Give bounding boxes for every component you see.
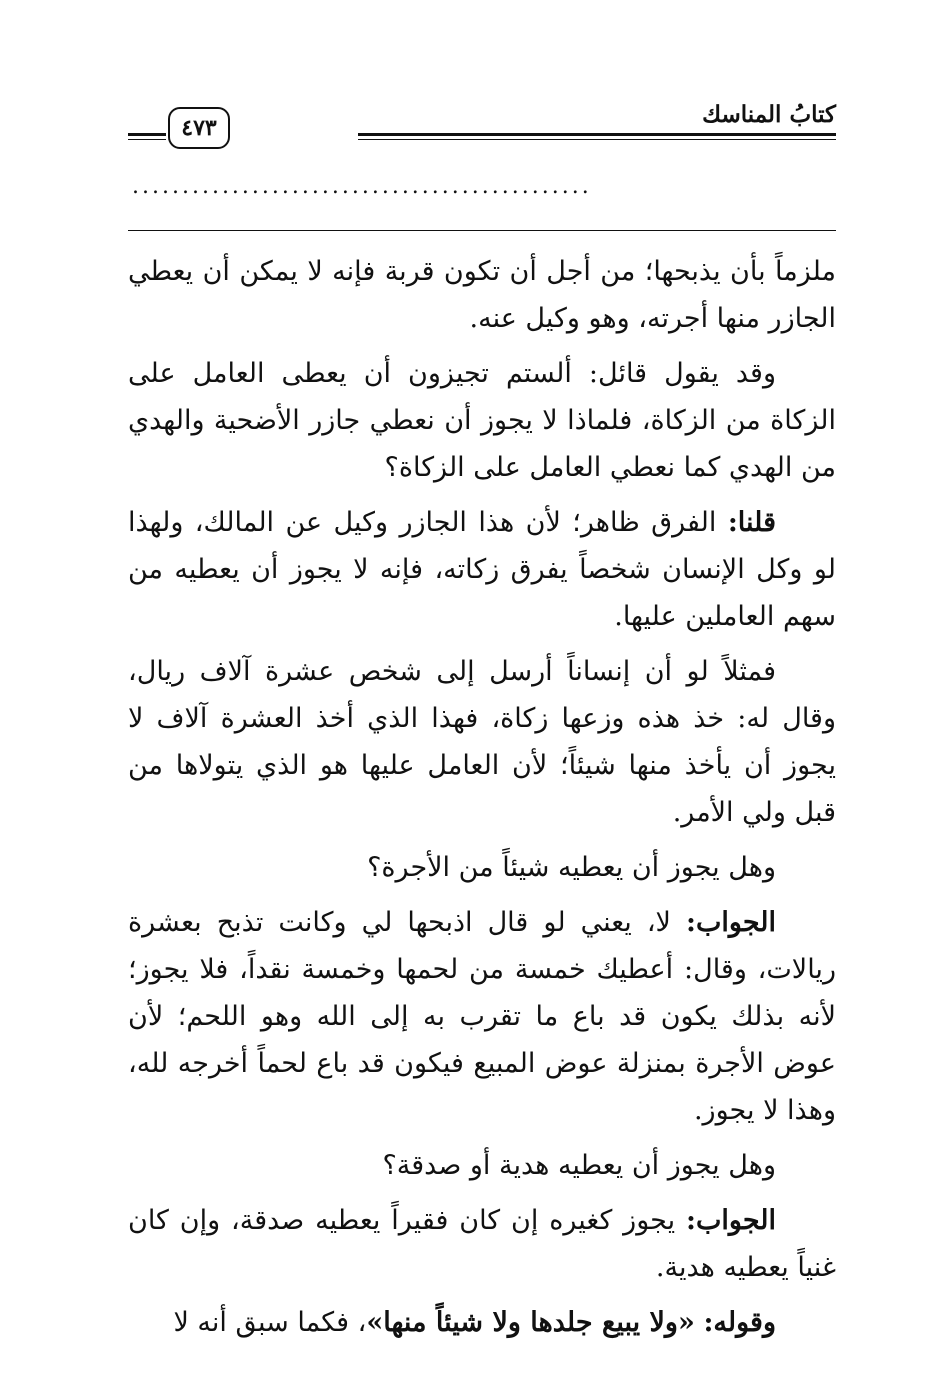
hadith-quote: «ولا يبيع جلدها ولا شيئاً منها»	[366, 1307, 695, 1338]
section-divider	[128, 230, 836, 231]
header-rule-left-thin	[128, 139, 166, 140]
lead-term: وقوله:	[703, 1307, 776, 1338]
paragraph: وهل يجوز أن يعطيه هدية أو صدقة؟	[382, 1150, 776, 1181]
lead-term: الجواب:	[686, 907, 776, 938]
lead-term: قلنا:	[727, 507, 776, 538]
header-rule	[358, 133, 836, 136]
page-number: ٤٧٣	[168, 107, 230, 149]
page-header	[128, 95, 836, 155]
body-text	[128, 248, 836, 1354]
paragraph: وهل يجوز أن يعطيه شيئاً من الأجرة؟	[367, 852, 776, 883]
paragraph: وقوله: «ولا يبيع جلدها ولا شيئاً منها»، فكما سبق أنه لا	[173, 1307, 776, 1338]
lead-term: الجواب:	[686, 1205, 776, 1236]
book-title: كتابُ المناسك	[702, 101, 836, 128]
paragraph: ملزماً بأن يذبحها؛ من أجل أن تكون قربة فإنه لا يمكن أن يعطي الجازر منها أجرته، وهو وكيل عنه.	[128, 256, 836, 334]
paragraph: الجواب: لا، يعني لو قال اذبحها لي وكانت تذبح بعشرة ريالات، وقال: أعطيك خمسة من لحمها وخمسة نقداً، فلا يجوز؛ لأنه بذلك يكون قد باع ما تقرب به إلى الله وهو اللحم؛ لأن عوض الأجرة بمنزلة عوض المبيع فيكون قد باع لحماً أخرجه لله، وهذا لا يجوز.	[128, 907, 836, 1126]
paragraph: وقد يقول قائل: ألستم تجيزون أن يعطى العامل على الزكاة من الزكاة، فلماذا لا يجوز أن نعطي جازر الأضحية والهدي من الهدي كما نعطي العامل على الزكاة؟	[128, 358, 836, 483]
paragraph: قلنا: الفرق ظاهر؛ لأن هذا الجازر وكيل عن المالك، ولهذا لو وكل الإنسان شخصاً يفرق زكاته، فإنه لا يجوز أن يعطيه من سهم العاملين عليها.	[128, 507, 836, 632]
paragraph: فمثلاً لو أن إنساناً أرسل إلى شخص عشرة آلاف ريال، وقال له: خذ هذه وزعها زكاة، فهذا الذي أخذ العشرة آلاف لا يجوز أن يأخذ منها شيئاً؛ لأن العامل عليها هو الذي يتولاها من قبل ولي الأمر.	[128, 656, 836, 828]
paragraph: الجواب: يجوز كغيره إن كان فقيراً يعطيه صدقة، وإن كان غنياً يعطيه هدية.	[128, 1205, 836, 1283]
dotted-divider: ..............................................	[132, 174, 592, 199]
header-rule-thin	[358, 139, 836, 140]
header-rule-left	[128, 133, 166, 136]
